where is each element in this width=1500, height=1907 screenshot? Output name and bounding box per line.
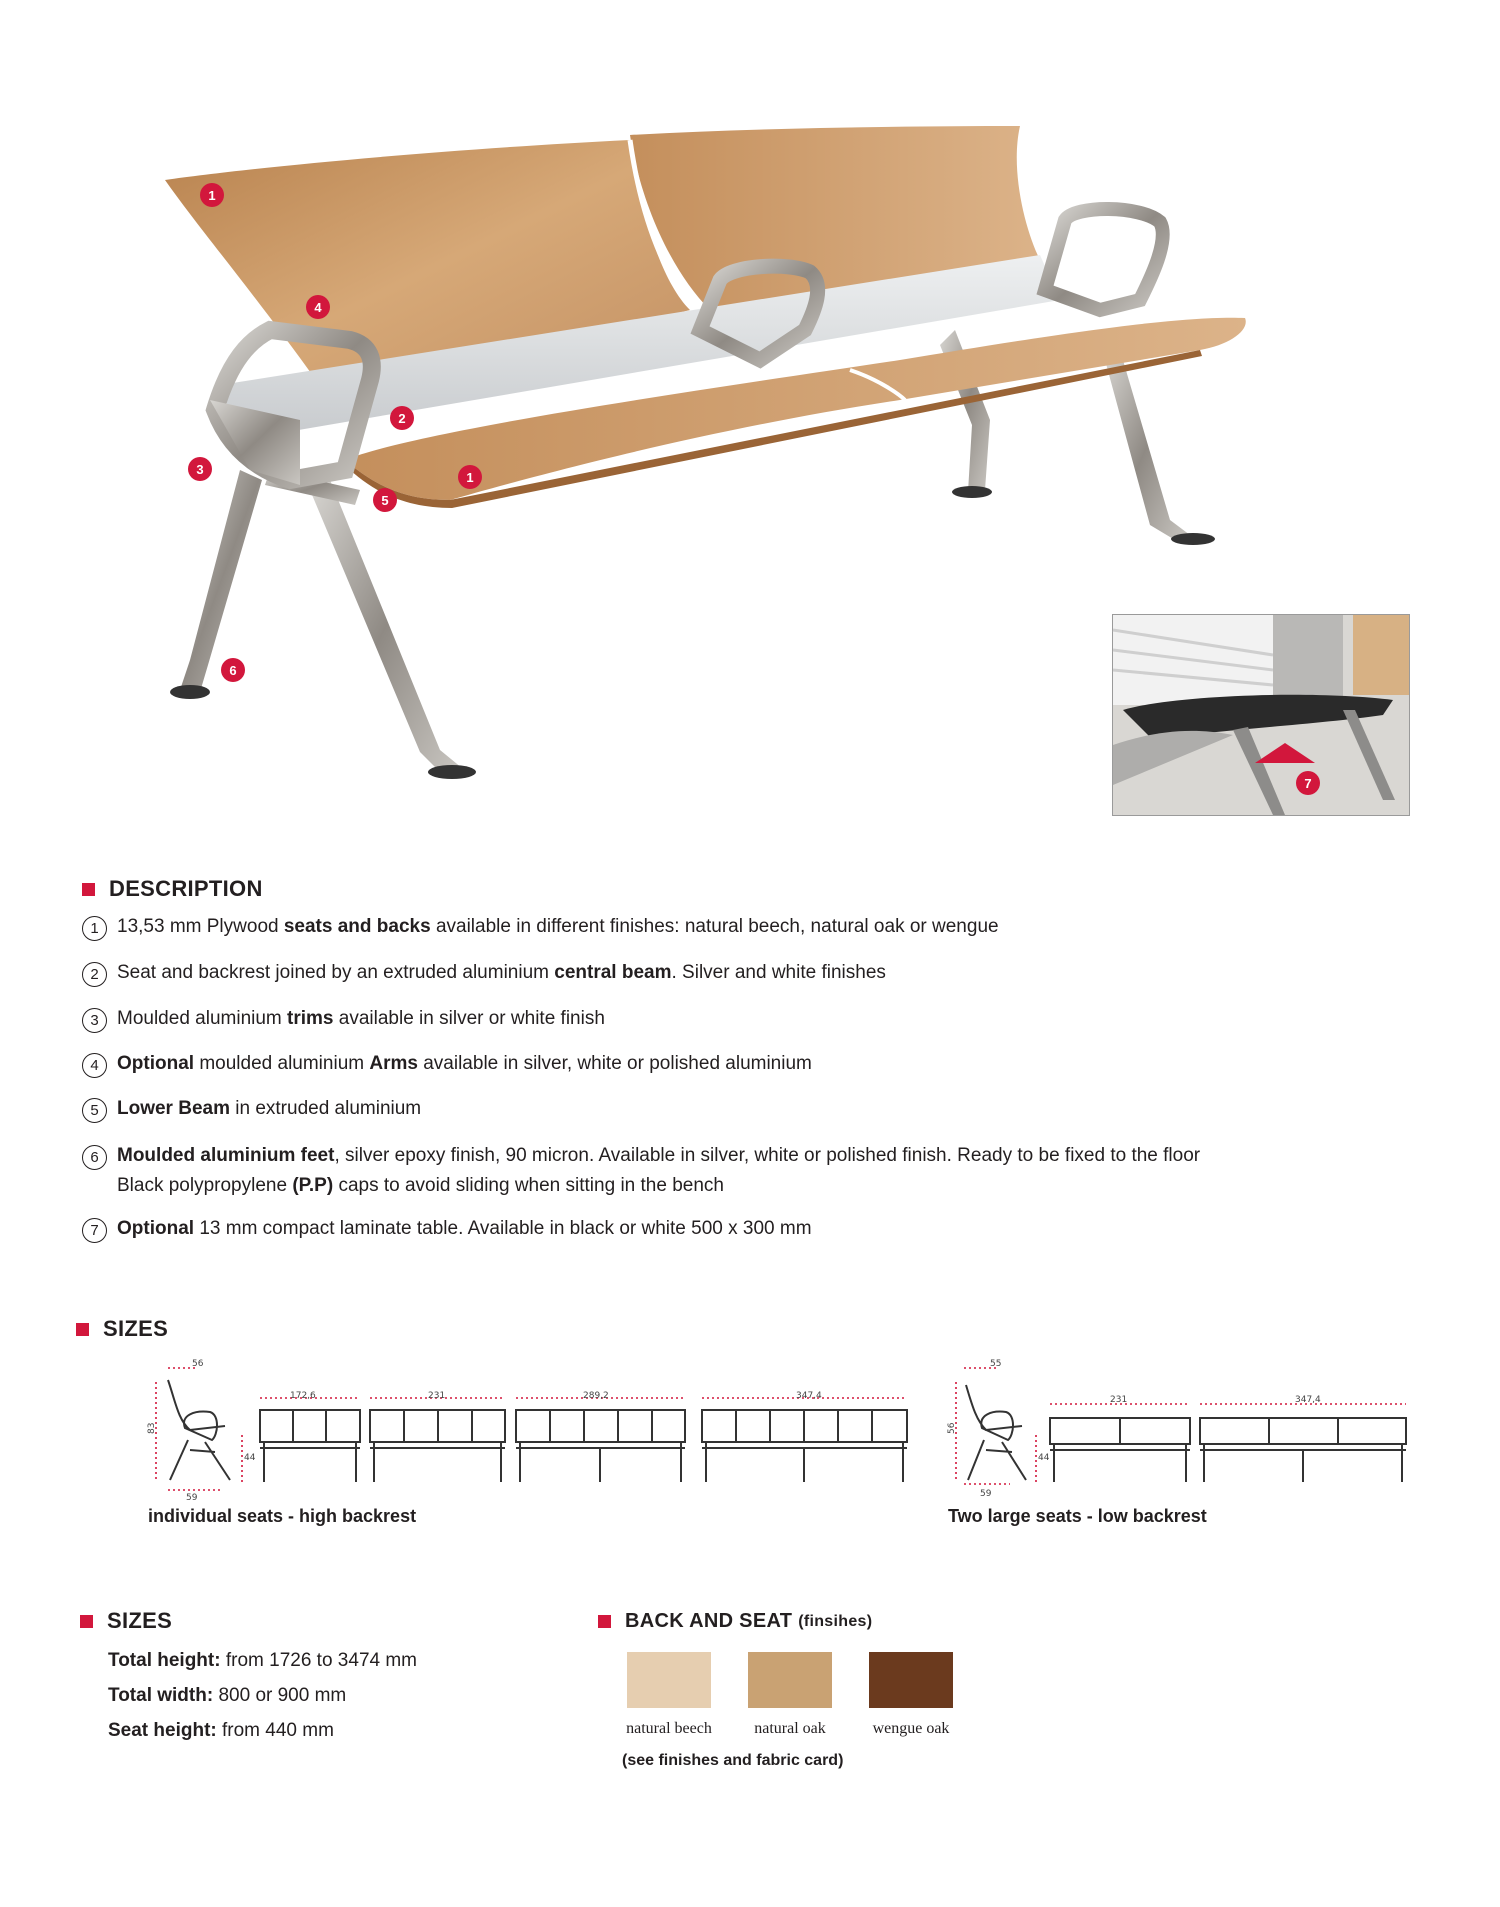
swatch-natural-beech[interactable] bbox=[627, 1652, 711, 1708]
description-item-7: 7 Optional 13 mm compact laminate table. Available in black or white 500 x 300 mm bbox=[82, 1218, 812, 1243]
table-option-inset-image bbox=[1112, 614, 1410, 816]
section-bullet-icon bbox=[80, 1615, 93, 1628]
swatch-label-natural-beech: natural beech bbox=[626, 1720, 712, 1737]
dim-depth-high: 56 bbox=[192, 1359, 204, 1369]
section-bullet-icon bbox=[82, 883, 95, 896]
description-item-3: 3 Moulded aluminium trims available in silver or white finish bbox=[82, 1008, 605, 1033]
callout-3: 3 bbox=[196, 462, 204, 477]
swatch-label-wengue-oak: wengue oak bbox=[872, 1720, 950, 1737]
callout-1a: 1 bbox=[208, 188, 216, 203]
spec-total-height: Total height: from 1726 to 3474 mm bbox=[108, 1650, 418, 1671]
callout-1b: 1 bbox=[466, 470, 474, 485]
dim-base-low: 59 bbox=[980, 1489, 992, 1499]
swatch-label-natural-oak: natural oak bbox=[754, 1720, 826, 1737]
spec-seat-height: Seat height: from 440 mm bbox=[108, 1720, 334, 1741]
dim-width-low-1: 231 bbox=[1110, 1395, 1128, 1405]
callout-2: 2 bbox=[398, 411, 406, 426]
sizes-low-backrest-diagram bbox=[947, 1359, 1420, 1500]
sizes-high-backrest-diagram bbox=[147, 1359, 920, 1503]
dim-depth-low: 55 bbox=[990, 1359, 1002, 1369]
finishes-heading: BACK AND SEAT (finsihes) bbox=[598, 1610, 872, 1633]
description-item-2: 2 Seat and backrest joined by an extruded aluminium central beam. Silver and white finishes bbox=[82, 962, 886, 987]
swatch-wengue-oak[interactable] bbox=[869, 1652, 953, 1708]
dim-base-high: 59 bbox=[186, 1493, 198, 1503]
dim-seat-high: 44 bbox=[244, 1453, 256, 1463]
dim-width-3: 289,2 bbox=[583, 1391, 609, 1401]
dim-height-low: 56 bbox=[947, 1422, 957, 1434]
dim-seat-low: 44 bbox=[1038, 1453, 1050, 1463]
caption-high-backrest: individual seats - high backrest bbox=[148, 1506, 417, 1526]
dim-width-1: 172,6 bbox=[290, 1391, 316, 1401]
caption-low-backrest: Two large seats - low backrest bbox=[948, 1506, 1207, 1526]
dim-width-2: 231 bbox=[428, 1391, 446, 1401]
section-bullet-icon bbox=[76, 1323, 89, 1336]
callout-4: 4 bbox=[314, 300, 322, 315]
swatch-natural-oak[interactable] bbox=[748, 1652, 832, 1708]
dim-height-high: 83 bbox=[147, 1422, 157, 1434]
callout-5: 5 bbox=[381, 493, 389, 508]
sizes-heading: SIZES bbox=[76, 1316, 168, 1342]
sizes-specs-heading: SIZES bbox=[80, 1608, 172, 1634]
description-item-1: 1 13,53 mm Plywood seats and backs available in different finishes: natural beech, natural oak or wengue bbox=[82, 916, 999, 941]
section-bullet-icon bbox=[598, 1615, 611, 1628]
description-item-6: 6 Moulded aluminium feet, silver epoxy finish, 90 micron. Available in silver, white or polished finish. Ready to be fixed to the floor Black polypropylene (P.P) caps to avoid sliding when sitting in the bench bbox=[82, 1145, 1200, 1197]
dim-width-low-2: 347,4 bbox=[1295, 1395, 1321, 1405]
dim-width-4: 347,4 bbox=[796, 1391, 822, 1401]
description-heading: DESCRIPTION bbox=[82, 876, 263, 902]
description-item-4: 4 Optional moulded aluminium Arms available in silver, white or polished aluminium bbox=[82, 1053, 812, 1078]
callout-7: 7 bbox=[1304, 776, 1312, 791]
finishes-note: (see finishes and fabric card) bbox=[622, 1752, 844, 1769]
spec-total-width: Total width: 800 or 900 mm bbox=[108, 1685, 347, 1706]
description-item-5: 5 Lower Beam in extruded aluminium bbox=[82, 1098, 421, 1123]
callout-6: 6 bbox=[229, 663, 237, 678]
